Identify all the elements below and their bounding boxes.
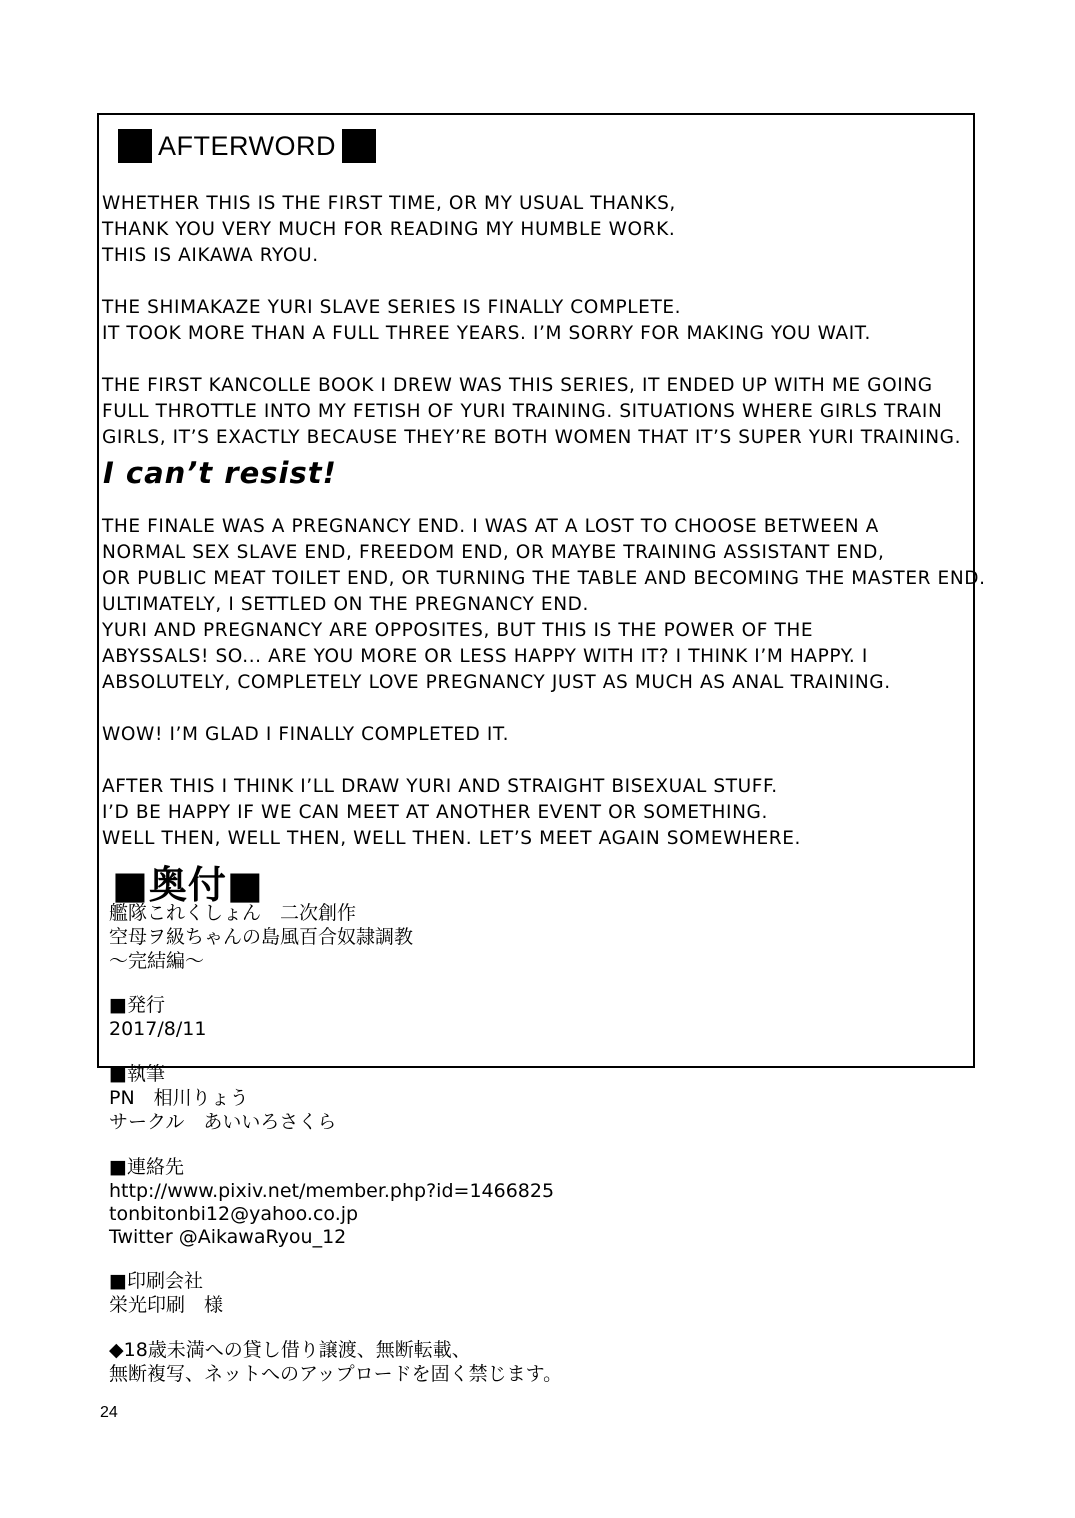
text-line: GIRLS, IT’S EXACTLY BECAUSE THEY’RE BOTH WOMEN THAT IT’S SUPER YURI TRAINING. — [102, 427, 962, 448]
text-line: THE SHIMAKAZE YURI SLAVE SERIES IS FINALLY COMPLETE. — [102, 297, 682, 318]
notice-line: 無断複写、ネットへのアップロードを固く禁じます。 — [109, 1363, 563, 1385]
colophon-title: ■奥付■ — [112, 863, 264, 907]
text-line: YURI AND PREGNANCY ARE OPPOSITES, BUT THIS IS THE POWER OF THE — [102, 620, 814, 641]
afterword-title: AFTERWORD — [158, 131, 336, 161]
text-line: FULL THROTTLE INTO MY FETISH OF YURI TRAINING. SITUATIONS WHERE GIRLS TRAIN — [102, 401, 943, 422]
text-line: THE FIRST KANCOLLE BOOK I DREW WAS THIS SERIES, IT ENDED UP WITH ME GOING — [102, 375, 933, 396]
text-line: ABSOLUTELY, COMPLETELY LOVE PREGNANCY JUST AS MUCH AS ANAL TRAINING. — [102, 672, 891, 693]
contact-url: http://www.pixiv.net/member.php?id=1466825 — [109, 1180, 555, 1202]
notice-line: ◆18歳未満への貸し借り譲渡、無断転載、 — [109, 1339, 471, 1361]
author-pn: PN 相川りょう — [109, 1087, 249, 1109]
published-date: 2017/8/11 — [109, 1018, 207, 1040]
contact-twitter: Twitter @AikawaRyou_12 — [109, 1226, 347, 1248]
text-line: WOW! I’M GLAD I FINALLY COMPLETED IT. — [102, 724, 510, 745]
text-line: THIS IS AIKAWA RYOU. — [102, 245, 319, 266]
text-line: WELL THEN, WELL THEN, WELL THEN. LET’S MEET AGAIN SOMEWHERE. — [102, 828, 802, 849]
text-line: AFTER THIS I THINK I’LL DRAW YURI AND STRAIGHT BISEXUAL STUFF. — [102, 776, 778, 797]
black-square-left — [118, 129, 152, 163]
black-square-right — [342, 129, 376, 163]
contact-label: ■連絡先 — [109, 1156, 184, 1178]
author-circle: サークル あいいろさくら — [109, 1111, 337, 1133]
text-line: OR PUBLIC MEAT TOILET END, OR TURNING THE TABLE AND BECOMING THE MASTER END. — [102, 568, 986, 589]
text-line: THE FINALE WAS A PREGNANCY END. I WAS AT A LOST TO CHOOSE BETWEEN A — [102, 516, 879, 537]
text-line: ABYSSALS! SO... ARE YOU MORE OR LESS HAPPY WITH IT? I THINK I’M HAPPY. I — [102, 646, 868, 667]
text-line: WHETHER THIS IS THE FIRST TIME, OR MY USUAL THANKS, — [102, 193, 676, 214]
text-line: ULTIMATELY, I SETTLED ON THE PREGNANCY END. — [102, 594, 589, 615]
printer-name: 栄光印刷 様 — [109, 1294, 224, 1316]
author-label: ■執筆 — [109, 1063, 165, 1085]
text-line: THANK YOU VERY MUCH FOR READING MY HUMBLE WORK. — [102, 219, 676, 240]
text-line: IT TOOK MORE THAN A FULL THREE YEARS. I’M SORRY FOR MAKING YOU WAIT. — [102, 323, 871, 344]
afterword-heading — [118, 127, 376, 165]
work-line: ～完結編～ — [109, 950, 205, 972]
work-line: 空母ヲ級ちゃんの島風百合奴隷調教 — [109, 926, 414, 948]
page-number: 24 — [100, 1404, 118, 1421]
text-line: NORMAL SEX SLAVE END, FREEDOM END, OR MAYBE TRAINING ASSISTANT END, — [102, 542, 885, 563]
published-label: ■発行 — [109, 994, 165, 1016]
contact-email: tonbitonbi12@yahoo.co.jp — [109, 1203, 359, 1225]
text-line: I’D BE HAPPY IF WE CAN MEET AT ANOTHER EVENT OR SOMETHING. — [102, 802, 768, 823]
exclamation: I can’t resist! — [103, 456, 337, 490]
printer-label: ■印刷会社 — [109, 1270, 203, 1292]
work-line: 艦隊これくしょん 二次創作 — [109, 902, 357, 924]
